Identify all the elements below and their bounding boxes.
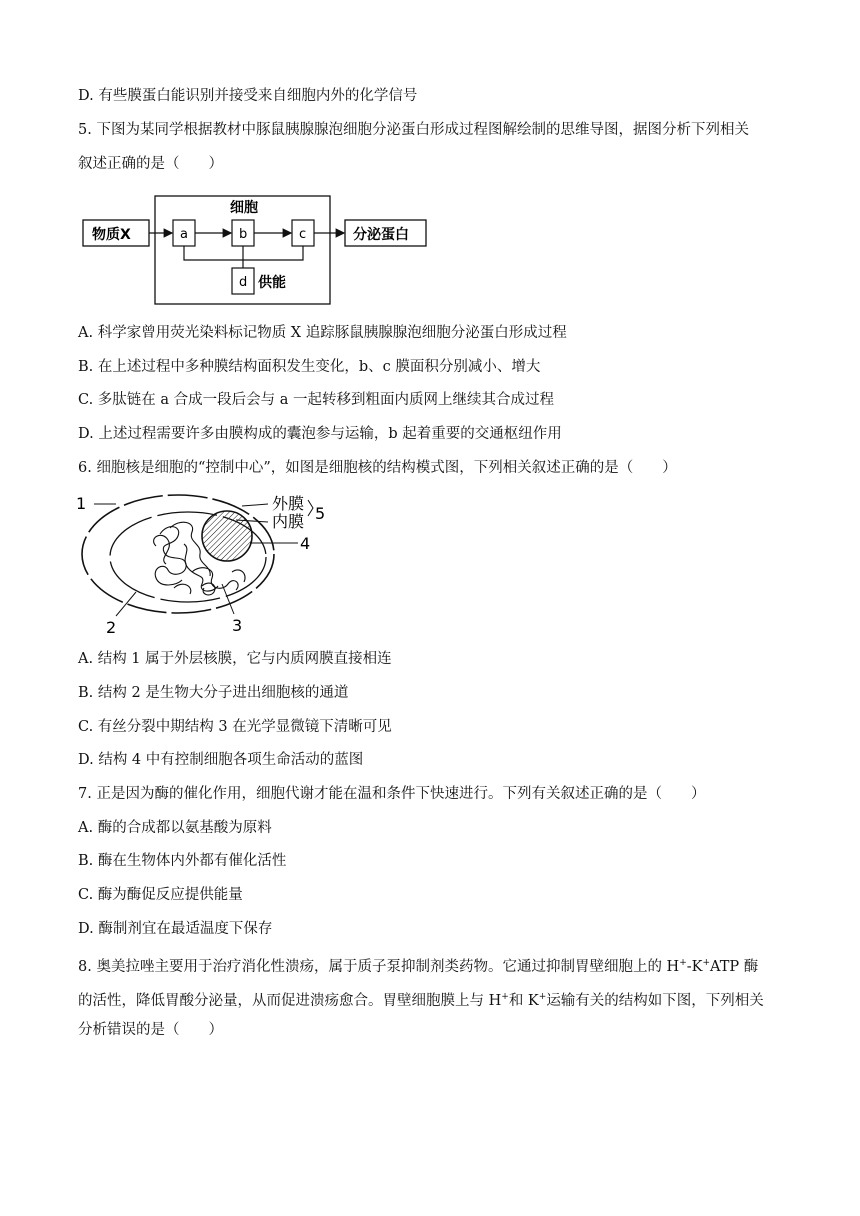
nucleus-structure-diagram <box>72 488 352 638</box>
q6-option-b: B. 结构 2 是生物大分子进出细胞核的通道 <box>78 685 349 701</box>
label-4: 4 <box>300 534 311 553</box>
q7-option-d: D. 酶制剂宜在最适温度下保存 <box>78 921 273 937</box>
q5-stem-line2: 叙述正确的是（ ） <box>78 156 223 172</box>
q5-option-b: B. 在上述过程中多种膜结构面积发生变化，b、c 膜面积分别减小、增大 <box>78 359 541 375</box>
node-b-label: b <box>239 227 248 242</box>
node-d-label: d <box>239 275 248 290</box>
node-a-label: a <box>180 227 188 242</box>
label-1: 1 <box>76 494 87 513</box>
label-3: 3 <box>232 616 243 635</box>
q5-option-c: C. 多肽链在 a 合成一段后会与 a 一起转移到粗面内质网上继续其合成过程 <box>78 392 555 408</box>
q7-option-a: A. 酶的合成都以氨基酸为原料 <box>78 820 272 836</box>
q7-stem: 7. 正是因为酶的催化作用，细胞代谢才能在温和条件下快速进行。下列有关叙述正确的是（ ） <box>78 786 706 802</box>
secretory-protein-flowchart <box>80 188 440 312</box>
label-5: 5 <box>315 504 326 523</box>
outer-membrane-label: 外膜 <box>272 494 305 513</box>
substance-x-label: 物质X <box>92 227 131 243</box>
q5-stem-line1: 5. 下图为某同学根据教材中豚鼠胰腺腺泡细胞分泌蛋白形成过程图解绘制的思维导图，据图分析下列相关 <box>78 122 749 138</box>
q6-option-d: D. 结构 4 中有控制细胞各项生命活动的蓝图 <box>78 752 364 768</box>
q6-option-a: A. 结构 1 属于外层核膜，它与内质网膜直接相连 <box>78 651 392 667</box>
q4-option-d: D. 有些膜蛋白能识别并接受来自细胞内外的化学信号 <box>78 88 418 104</box>
energy-label: 供能 <box>258 275 286 291</box>
q8-stem-line2: 的活性，降低胃酸分泌量，从而促进溃疡愈合。胃壁细胞膜上与 H+和 K+运输有关的结构如下图，下列相关 <box>78 992 764 1009</box>
nucleolus <box>202 511 252 561</box>
label-2: 2 <box>106 618 117 637</box>
q8-stem-line1: 8. 奥美拉唑主要用于治疗消化性溃疡，属于质子泵抑制剂类药物。它通过抑制胃壁细胞上的 H+-K+ATP 酶 <box>78 958 759 975</box>
q6-option-c: C. 有丝分裂中期结构 3 在光学显微镜下清晰可见 <box>78 719 392 735</box>
secretory-protein-label: 分泌蛋白 <box>353 227 409 243</box>
q5-option-a: A. 科学家曾用荧光染料标记物质 X 追踪豚鼠胰腺腺泡细胞分泌蛋白形成过程 <box>78 325 567 341</box>
cell-label: 细胞 <box>230 200 258 216</box>
q7-option-c: C. 酶为酶促反应提供能量 <box>78 887 243 903</box>
node-c-label: c <box>299 227 307 242</box>
q5-option-d: D. 上述过程需要许多由膜构成的囊泡参与运输，b 起着重要的交通枢纽作用 <box>78 426 562 442</box>
q7-option-b: B. 酶在生物体内外都有催化活性 <box>78 853 287 869</box>
q6-stem: 6. 细胞核是细胞的“控制中心”，如图是细胞核的结构模式图，下列相关叙述正确的是（ ） <box>78 460 677 476</box>
inner-membrane-label: 内膜 <box>272 512 305 531</box>
q8-stem-line3: 分析错误的是（ ） <box>78 1022 223 1038</box>
